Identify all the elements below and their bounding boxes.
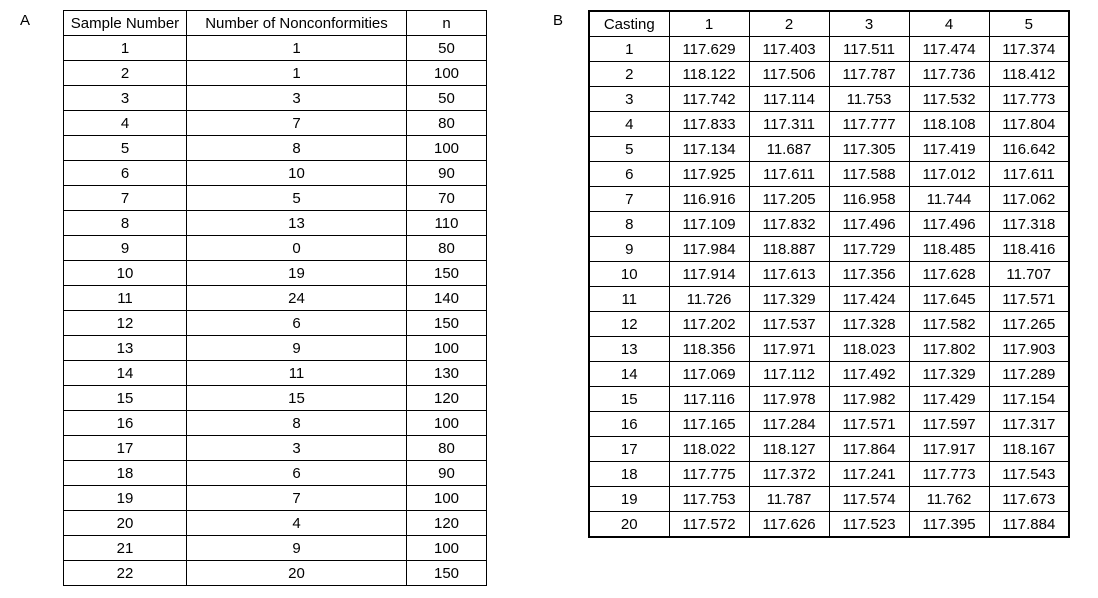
table-cell: 1 [187, 61, 407, 86]
table-cell: 117.012 [909, 162, 989, 187]
table-cell: 117.537 [749, 312, 829, 337]
table-row [589, 62, 1069, 87]
table-cell: 11.753 [829, 87, 909, 112]
table-row [64, 111, 487, 136]
table-cell: 20 [187, 561, 407, 586]
table-cell: 117.736 [909, 62, 989, 87]
table-cell: 118.485 [909, 237, 989, 262]
table-cell: 117.626 [749, 512, 829, 538]
table-cell: 11 [187, 361, 407, 386]
table-cell: 117.978 [749, 387, 829, 412]
table-cell: 16 [589, 412, 669, 437]
panel-a-label: A [20, 12, 31, 29]
table-cell: 14 [64, 361, 187, 386]
table-row [64, 336, 487, 361]
table-cell: 100 [407, 411, 487, 436]
table-cell: 21 [64, 536, 187, 561]
table-cell: 117.165 [669, 412, 749, 437]
table-cell: 4 [589, 112, 669, 137]
table-row [64, 436, 487, 461]
table-cell: 117.775 [669, 462, 749, 487]
table-cell: 117.582 [909, 312, 989, 337]
table-cell: 12 [589, 312, 669, 337]
table-row [64, 211, 487, 236]
nonconformities-table [63, 10, 487, 586]
table-cell: 117.134 [669, 137, 749, 162]
table-cell: 100 [407, 61, 487, 86]
table-cell: 20 [64, 511, 187, 536]
table-row [64, 386, 487, 411]
table-cell: 117.787 [829, 62, 909, 87]
table-cell: 9 [64, 236, 187, 261]
table-cell: 10 [64, 261, 187, 286]
table-cell: 117.802 [909, 337, 989, 362]
column-header: Number of Nonconformities [187, 11, 407, 36]
table-row [589, 387, 1069, 412]
table-cell: 20 [589, 512, 669, 538]
table-row [589, 37, 1069, 62]
table-row [589, 137, 1069, 162]
table-cell: 11.744 [909, 187, 989, 212]
table-row [589, 287, 1069, 312]
table-cell: 150 [407, 311, 487, 336]
table-cell: 117.628 [909, 262, 989, 287]
column-header: Casting [589, 11, 669, 37]
table-cell: 117.729 [829, 237, 909, 262]
table-cell: 118.127 [749, 437, 829, 462]
table-cell: 117.372 [749, 462, 829, 487]
table-cell: 117.588 [829, 162, 909, 187]
table-cell: 117.645 [909, 287, 989, 312]
table-row [64, 511, 487, 536]
table-cell: 11.726 [669, 287, 749, 312]
table-cell: 12 [64, 311, 187, 336]
table-cell: 10 [187, 161, 407, 186]
table-cell: 117.629 [669, 37, 749, 62]
table-cell: 100 [407, 536, 487, 561]
table-cell: 117.572 [669, 512, 749, 538]
table-cell: 11.707 [989, 262, 1069, 287]
table-cell: 2 [64, 61, 187, 86]
table-cell: 1 [187, 36, 407, 61]
table-cell: 117.069 [669, 362, 749, 387]
table-cell: 117.395 [909, 512, 989, 538]
table-cell: 117.742 [669, 87, 749, 112]
table-cell: 117.917 [909, 437, 989, 462]
table-cell: 4 [187, 511, 407, 536]
table-cell: 118.108 [909, 112, 989, 137]
table-cell: 117.328 [829, 312, 909, 337]
table-cell: 116.916 [669, 187, 749, 212]
table-cell: 117.496 [829, 212, 909, 237]
table-row [64, 311, 487, 336]
table-cell: 116.642 [989, 137, 1069, 162]
table-cell: 120 [407, 511, 487, 536]
table-cell: 9 [187, 536, 407, 561]
table-row [64, 361, 487, 386]
table-row [64, 286, 487, 311]
table-cell: 19 [187, 261, 407, 286]
table-cell: 117.329 [909, 362, 989, 387]
table-cell: 117.571 [829, 412, 909, 437]
table-cell: 117.474 [909, 37, 989, 62]
table-cell: 15 [187, 386, 407, 411]
table-cell: 3 [589, 87, 669, 112]
table-cell: 117.574 [829, 487, 909, 512]
table-cell: 2 [589, 62, 669, 87]
table-cell: 1 [589, 37, 669, 62]
table-cell: 118.122 [669, 62, 749, 87]
table-row [64, 236, 487, 261]
table-cell: 117.673 [989, 487, 1069, 512]
table-cell: 10 [589, 262, 669, 287]
table-cell: 8 [589, 212, 669, 237]
table-row [589, 262, 1069, 287]
table-cell: 117.777 [829, 112, 909, 137]
table-row [589, 87, 1069, 112]
table-row [64, 461, 487, 486]
table-row [589, 112, 1069, 137]
table-cell: 8 [187, 411, 407, 436]
table-row [589, 212, 1069, 237]
table-cell: 8 [64, 211, 187, 236]
table-cell: 13 [64, 336, 187, 361]
table-header-row [64, 11, 487, 36]
table-cell: 130 [407, 361, 487, 386]
table-cell: 7 [64, 186, 187, 211]
table-cell: 11.787 [749, 487, 829, 512]
table-cell: 0 [187, 236, 407, 261]
table-cell: 6 [187, 461, 407, 486]
table-row [64, 261, 487, 286]
table-cell: 117.571 [989, 287, 1069, 312]
table-row [64, 36, 487, 61]
table-cell: 117.884 [989, 512, 1069, 538]
table-cell: 80 [407, 111, 487, 136]
table-cell: 50 [407, 86, 487, 111]
column-header: n [407, 11, 487, 36]
table-cell: 15 [64, 386, 187, 411]
table-cell: 110 [407, 211, 487, 236]
table-row [64, 536, 487, 561]
table-cell: 5 [64, 136, 187, 161]
table-row [589, 312, 1069, 337]
table-cell: 17 [64, 436, 187, 461]
table-row [64, 486, 487, 511]
table-cell: 19 [64, 486, 187, 511]
table-cell: 117.419 [909, 137, 989, 162]
table-cell: 117.205 [749, 187, 829, 212]
table-cell: 117.773 [909, 462, 989, 487]
table-cell: 3 [187, 86, 407, 111]
table-cell: 117.356 [829, 262, 909, 287]
table-header-row [589, 11, 1069, 37]
table-cell: 117.289 [989, 362, 1069, 387]
table-row [589, 512, 1069, 538]
table-cell: 117.523 [829, 512, 909, 538]
table-cell: 117.317 [989, 412, 1069, 437]
table-cell: 117.903 [989, 337, 1069, 362]
table-cell: 5 [589, 137, 669, 162]
table-cell: 117.984 [669, 237, 749, 262]
table-cell: 50 [407, 36, 487, 61]
table-cell: 116.958 [829, 187, 909, 212]
table-cell: 1 [64, 36, 187, 61]
table-cell: 117.971 [749, 337, 829, 362]
table-row [589, 437, 1069, 462]
table-row [589, 362, 1069, 387]
table-row [64, 86, 487, 111]
table-cell: 117.305 [829, 137, 909, 162]
table-cell: 118.356 [669, 337, 749, 362]
table-cell: 22 [64, 561, 187, 586]
table-row [589, 462, 1069, 487]
table-cell: 11.762 [909, 487, 989, 512]
table-cell: 117.114 [749, 87, 829, 112]
table-cell: 16 [64, 411, 187, 436]
table-cell: 11 [64, 286, 187, 311]
table-cell: 117.511 [829, 37, 909, 62]
table-cell: 117.329 [749, 287, 829, 312]
table-cell: 117.833 [669, 112, 749, 137]
table-row [589, 237, 1069, 262]
table-cell: 19 [589, 487, 669, 512]
column-header: 3 [829, 11, 909, 37]
table-cell: 11 [589, 287, 669, 312]
table-cell: 118.167 [989, 437, 1069, 462]
table-row [589, 487, 1069, 512]
table-cell: 80 [407, 436, 487, 461]
table-row [64, 186, 487, 211]
table-cell: 117.611 [989, 162, 1069, 187]
table-cell: 117.613 [749, 262, 829, 287]
table-cell: 18 [64, 461, 187, 486]
table-cell: 3 [64, 86, 187, 111]
table-cell: 9 [187, 336, 407, 361]
table-cell: 117.241 [829, 462, 909, 487]
table-cell: 117.318 [989, 212, 1069, 237]
table-cell: 118.022 [669, 437, 749, 462]
table-cell: 117.424 [829, 287, 909, 312]
table-cell: 117.982 [829, 387, 909, 412]
table-cell: 15 [589, 387, 669, 412]
table-cell: 117.914 [669, 262, 749, 287]
table-cell: 117.311 [749, 112, 829, 137]
table-cell: 117.202 [669, 312, 749, 337]
table-row [64, 561, 487, 586]
table-cell: 117.773 [989, 87, 1069, 112]
table-cell: 9 [589, 237, 669, 262]
table-row [589, 187, 1069, 212]
table-cell: 117.832 [749, 212, 829, 237]
table-cell: 117.597 [909, 412, 989, 437]
table-cell: 6 [589, 162, 669, 187]
table-cell: 117.492 [829, 362, 909, 387]
table-cell: 90 [407, 161, 487, 186]
column-header: 1 [669, 11, 749, 37]
table-cell: 13 [187, 211, 407, 236]
table-row [64, 61, 487, 86]
table-cell: 117.112 [749, 362, 829, 387]
table-cell: 117.403 [749, 37, 829, 62]
table-cell: 6 [187, 311, 407, 336]
table-cell: 117.265 [989, 312, 1069, 337]
table-row [64, 161, 487, 186]
table-cell: 11.687 [749, 137, 829, 162]
table-row [589, 337, 1069, 362]
table-cell: 117.864 [829, 437, 909, 462]
table-cell: 100 [407, 336, 487, 361]
table-cell: 150 [407, 261, 487, 286]
table-cell: 3 [187, 436, 407, 461]
table-cell: 70 [407, 186, 487, 211]
table-cell: 117.062 [989, 187, 1069, 212]
table-cell: 118.416 [989, 237, 1069, 262]
table-cell: 117.374 [989, 37, 1069, 62]
table-cell: 117.804 [989, 112, 1069, 137]
table-cell: 117.532 [909, 87, 989, 112]
table-cell: 100 [407, 136, 487, 161]
table-cell: 4 [64, 111, 187, 136]
table-row [64, 411, 487, 436]
column-header: 2 [749, 11, 829, 37]
table-cell: 118.412 [989, 62, 1069, 87]
table-cell: 18 [589, 462, 669, 487]
table-cell: 117.154 [989, 387, 1069, 412]
table-cell: 13 [589, 337, 669, 362]
table-cell: 24 [187, 286, 407, 311]
table-row [64, 136, 487, 161]
panel-b-label: B [553, 12, 564, 29]
table-cell: 118.887 [749, 237, 829, 262]
table-cell: 5 [187, 186, 407, 211]
casting-measurements-table [588, 10, 1070, 538]
table-cell: 117.506 [749, 62, 829, 87]
table-cell: 120 [407, 386, 487, 411]
table-cell: 6 [64, 161, 187, 186]
column-header: Sample Number [64, 11, 187, 36]
table-cell: 8 [187, 136, 407, 161]
table-cell: 117.429 [909, 387, 989, 412]
table-cell: 117.496 [909, 212, 989, 237]
table-cell: 140 [407, 286, 487, 311]
table-cell: 14 [589, 362, 669, 387]
table-cell: 90 [407, 461, 487, 486]
table-row [589, 412, 1069, 437]
table-cell: 117.109 [669, 212, 749, 237]
table-cell: 117.753 [669, 487, 749, 512]
table-cell: 118.023 [829, 337, 909, 362]
table-cell: 17 [589, 437, 669, 462]
table-cell: 100 [407, 486, 487, 511]
table-cell: 150 [407, 561, 487, 586]
table-cell: 7 [187, 111, 407, 136]
table-cell: 117.925 [669, 162, 749, 187]
table-cell: 117.284 [749, 412, 829, 437]
table-cell: 117.116 [669, 387, 749, 412]
table-cell: 117.611 [749, 162, 829, 187]
column-header: 4 [909, 11, 989, 37]
table-cell: 7 [187, 486, 407, 511]
table-cell: 80 [407, 236, 487, 261]
column-header: 5 [989, 11, 1069, 37]
table-cell: 117.543 [989, 462, 1069, 487]
table-row [589, 162, 1069, 187]
table-cell: 7 [589, 187, 669, 212]
